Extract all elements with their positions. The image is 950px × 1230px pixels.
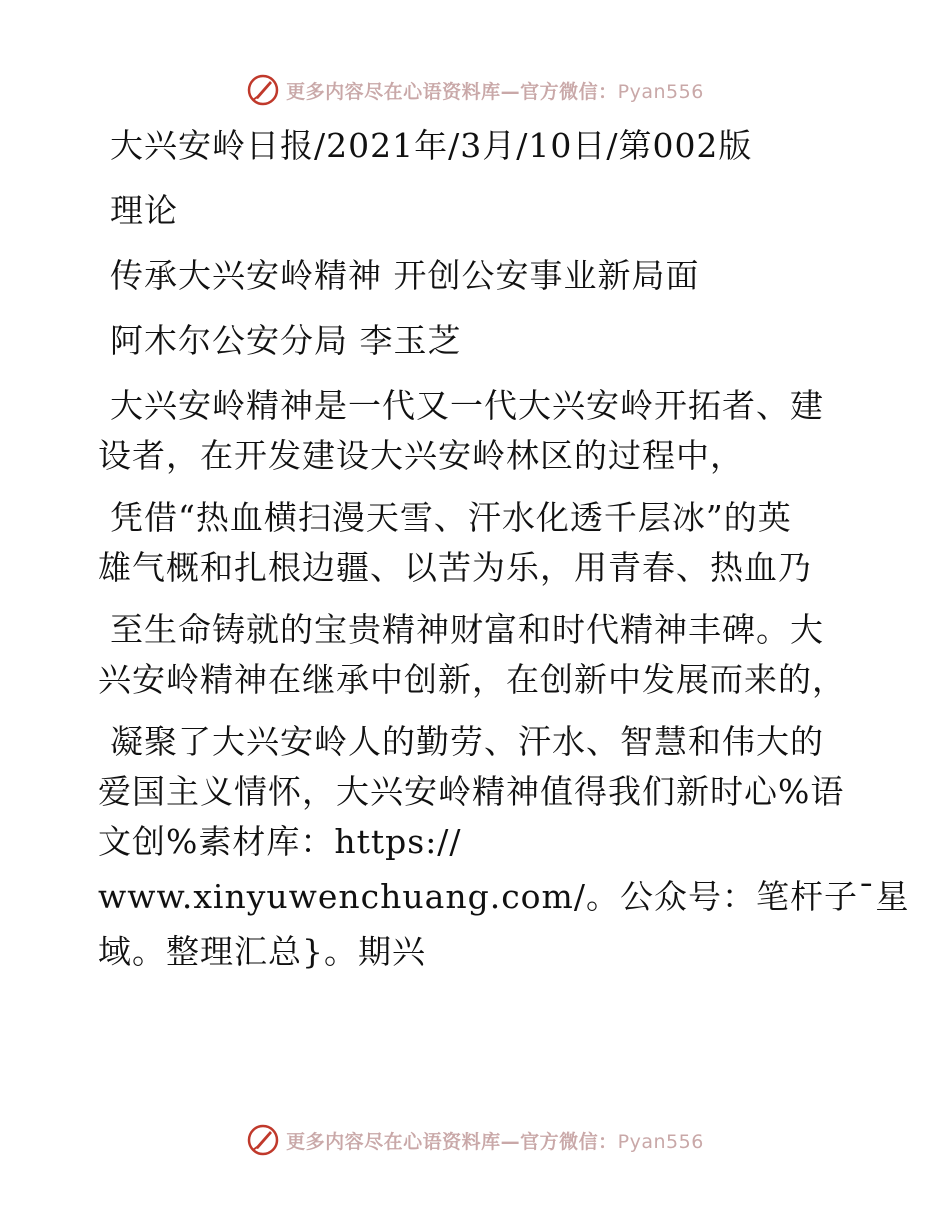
watermark-text: 更多内容尽在心语资料库—官方微信：Pyan556 xyxy=(286,1130,704,1153)
wechat-id: Pyan556 xyxy=(617,80,704,103)
body-line: 兴安岭精神在继承中创新，在创新中发展而来的， xyxy=(98,660,846,699)
body-line: 至生命铸就的宝贵精神财富和时代精神丰碑。大 xyxy=(110,610,824,649)
body-line: 雄气概和扎根边疆、以苦为乐，用青春、热血乃 xyxy=(98,548,812,587)
article-content xyxy=(98,126,910,972)
watermark-banner-top xyxy=(0,70,950,110)
dateline: 大兴安岭日报/2021年/3月/10日/第002版 xyxy=(110,126,753,165)
body-line: 域。整理汇总}。期兴 xyxy=(98,932,426,971)
feather-pen-logo-icon xyxy=(246,73,280,107)
article-author: 阿木尔公安分局 李玉芝 xyxy=(110,321,462,360)
feather-pen-logo-icon xyxy=(246,1123,280,1157)
body-line: www.xinyuwenchuang.com/。公众号：笔杆子¯星 xyxy=(98,877,910,916)
body-line: 凭借“热血横扫漫天雪、汗水化透千层冰”的英 xyxy=(110,498,792,537)
body-line: 凝聚了大兴安岭人的勤劳、汗水、智慧和伟大的 xyxy=(110,722,824,761)
body-line: 大兴安岭精神是一代又一代大兴安岭开拓者、建 xyxy=(110,386,824,425)
body-line: 文创%素材库：https:// xyxy=(98,822,462,861)
watermark-text: 更多内容尽在心语资料库—官方微信：Pyan556 xyxy=(286,80,704,103)
body-line: 设者，在开发建设大兴安岭林区的过程中， xyxy=(98,436,744,475)
body-line: 爱国主义情怀，大兴安岭精神值得我们新时心%语 xyxy=(98,772,845,811)
wechat-id: Pyan556 xyxy=(617,1130,704,1153)
watermark-banner-bottom xyxy=(0,1120,950,1160)
article-title: 传承大兴安岭精神 开创公安事业新局面 xyxy=(110,256,700,295)
section-label: 理论 xyxy=(110,191,178,230)
